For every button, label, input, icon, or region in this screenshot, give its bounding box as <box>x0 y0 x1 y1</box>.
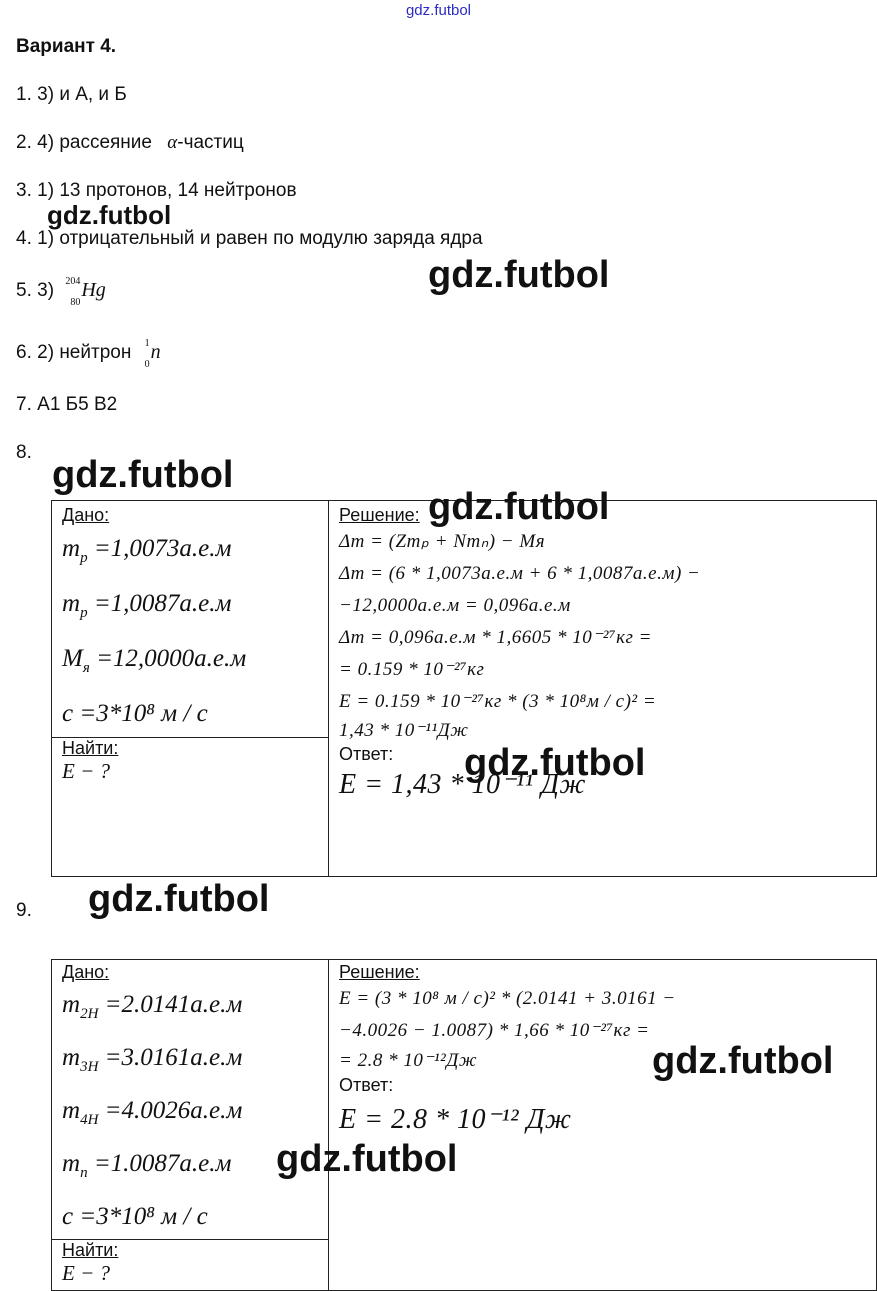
given-label: Дано: <box>62 505 110 525</box>
isotope-symbol: Hg <box>81 279 106 302</box>
find-value: E − ? <box>62 1261 110 1285</box>
answer-label: Ответ: <box>339 744 394 764</box>
given-neutron-mass: $m_n =1.0087а.е.м$ <box>62 1150 232 1181</box>
isotope-indices <box>137 338 151 368</box>
answer-7 <box>16 394 117 416</box>
solution-label: Решение: <box>339 962 420 982</box>
given-label: Дано: <box>62 962 110 982</box>
watermark: gdz.futbol <box>88 878 270 920</box>
find-label: Найти: <box>62 738 119 758</box>
answer-2 <box>16 132 244 154</box>
solution-line: 1,43 * 10⁻¹¹Дж <box>339 720 469 741</box>
given-tritium-mass: $m_{3H} =3.0161а.е.м$ <box>62 1044 243 1075</box>
find-value: E − ? <box>62 759 110 783</box>
given-neutron-mass: $m_p =1,0087а.е.м$ <box>62 590 232 621</box>
find-cell <box>52 738 329 877</box>
given-speed-of-light: c =3*10⁸ м / с <box>62 1203 208 1230</box>
task-9-table <box>51 959 877 1291</box>
answer-text: 3) и А, и Б <box>37 84 127 105</box>
solution-line: Δm = (Zmₚ + Nmₙ) − Mя <box>339 531 546 552</box>
solution-line: −12,0000а.е.м = 0,096а.е.м <box>339 595 571 616</box>
answer-number: 7. <box>16 394 32 415</box>
mass-number: 1 <box>144 338 150 349</box>
given-speed-of-light: c =3*10⁸ м / с <box>62 700 208 727</box>
alpha-symbol: α <box>167 132 178 153</box>
answer-number: 2. <box>16 132 32 153</box>
solution-line: −4.0026 − 1.0087) * 1,66 * 10⁻²⁷кг = <box>339 1020 650 1041</box>
answer-4 <box>16 228 483 250</box>
answer-text: 1) отрицательный и равен по модулю заряда ядра <box>37 228 483 249</box>
task-8-number: 8. <box>16 442 32 463</box>
charge-number: 0 <box>144 359 150 370</box>
solution-label: Решение: <box>339 505 420 525</box>
answer-label: Ответ: <box>339 1075 394 1095</box>
solution-line: Δm = 0,096а.е.м * 1,6605 * 10⁻²⁷кг = <box>339 627 652 648</box>
given-helium-mass: $m_{4H} =4.0026а.е.м$ <box>62 1097 243 1128</box>
given-deuterium-mass: $m_{2H} =2.0141а.е.м$ <box>62 991 243 1022</box>
given-cell <box>52 501 329 738</box>
given-cell <box>52 960 329 1240</box>
final-answer: E = 1,43 * 10⁻¹¹ Дж <box>339 769 586 800</box>
variant-title: Вариант 4. <box>16 36 117 57</box>
watermark: gdz.futbol <box>652 1040 834 1082</box>
answer-text: 2) нейтрон <box>37 342 132 364</box>
watermark: gdz.futbol <box>47 200 172 230</box>
mass-number: 204 <box>65 276 81 287</box>
answer-3 <box>16 180 297 202</box>
final-answer: E = 2.8 * 10⁻¹² Дж <box>339 1104 572 1135</box>
given-proton-mass: $m_p =1,0073а.е.м$ <box>62 535 232 566</box>
charge-number: 80 <box>70 297 81 308</box>
solution-cell <box>329 501 877 877</box>
solution-line: = 2.8 * 10⁻¹²Дж <box>339 1050 478 1071</box>
isotope-symbol: n <box>150 341 161 364</box>
find-cell <box>52 1240 329 1291</box>
answer-number: 3. <box>16 180 32 201</box>
watermark: gdz.futbol <box>276 1138 458 1180</box>
answer-6 <box>16 338 161 368</box>
watermark: gdz.futbol <box>428 486 610 528</box>
answer-text: 3) <box>37 280 55 302</box>
answer-block <box>339 1075 876 1144</box>
solution-line: E = 0.159 * 10⁻²⁷кг * (3 * 10⁸м / с)² = <box>339 691 657 712</box>
answer-text: 1) 13 протонов, 14 нейтронов <box>37 180 297 201</box>
solution-line: = 0.159 * 10⁻²⁷кг <box>339 659 485 680</box>
solution-line: Δm = (6 * 1,0073а.е.м + 6 * 1,0087а.е.м) − <box>339 563 701 584</box>
solution-cell <box>329 960 877 1291</box>
watermark: gdz.futbol <box>464 742 646 784</box>
watermark: gdz.futbol <box>52 454 234 496</box>
answer-number: 6. <box>16 342 32 364</box>
task-9-number: 9. <box>16 900 32 921</box>
answer-number: 1. <box>16 84 32 105</box>
find-label: Найти: <box>62 1240 119 1260</box>
task-8-table <box>51 500 877 877</box>
answer-text: А1 Б5 В2 <box>37 394 118 415</box>
solution-line: E = (3 * 10⁸ м / с)² * (2.0141 + 3.0161 − <box>339 988 676 1009</box>
answer-number: 4. <box>16 228 32 249</box>
watermark: gdz.futbol <box>428 254 610 296</box>
answer-1 <box>16 84 127 106</box>
isotope-indices <box>59 276 81 306</box>
answer-suffix: -частиц <box>177 132 244 153</box>
answer-number: 5. <box>16 280 32 302</box>
given-nucleus-mass: $M_я =12,0000а.е.м$ <box>62 645 247 676</box>
answer-text: 4) рассеяние <box>37 132 152 153</box>
answer-5 <box>16 276 106 306</box>
watermark-top: gdz.futbol <box>405 2 472 19</box>
